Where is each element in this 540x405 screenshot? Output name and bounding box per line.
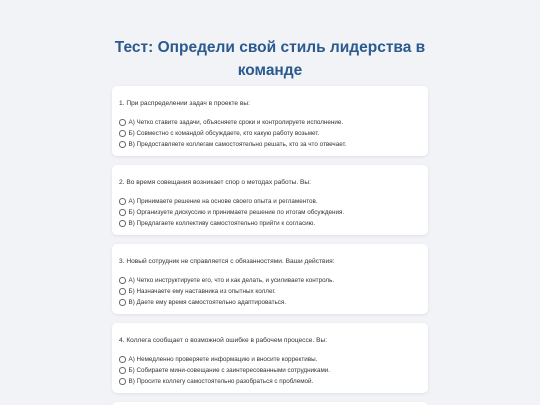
answer-label: Б) Назначаете ему наставника из опытных коллег. [128,288,276,295]
question-text: 3. Новый сотрудник не справляется с обязанностями. Ваши действия: [119,258,335,265]
radio-button[interactable] [119,288,126,295]
question-card-3 [112,244,428,314]
answer-option-4a[interactable] [119,354,428,365]
question-text: 2. Во время совещания возникает спор о методах работы. Вы: [119,179,311,186]
answer-label: А) Четко ставите задачи, объясняете сроки и контролируете исполнение. [128,119,344,126]
answer-option-3c[interactable] [119,297,428,308]
answer-option-1c[interactable] [119,139,428,150]
answer-option-2b[interactable] [119,207,428,218]
answer-option-1a[interactable] [119,117,428,128]
page-title [0,0,540,82]
radio-button[interactable] [119,130,126,137]
radio-button[interactable] [119,198,126,205]
answer-label: А) Принимаете решение на основе своего опыта и регламентов. [128,198,318,205]
question-text: 4. Коллега сообщает о возможной ошибке в рабочем процессе. Вы: [119,337,328,344]
question-text: 1. При распределении задач в проекте вы: [119,100,251,107]
radio-button[interactable] [119,299,126,306]
answer-option-3b[interactable] [119,286,428,297]
page-title-line-1: Тест: Определи свой стиль лидерства в [114,39,426,56]
question-card-1 [112,86,428,156]
radio-button[interactable] [119,119,126,126]
answer-option-4c[interactable] [119,376,428,387]
question-list [112,86,428,405]
answer-label: В) Даете ему время самостоятельно адаптироваться. [128,299,287,306]
answer-label: В) Просите коллегу самостоятельно разобраться с проблемой. [128,378,314,385]
radio-button[interactable] [119,356,126,363]
radio-button[interactable] [119,141,126,148]
radio-button[interactable] [119,209,126,216]
question-card-4 [112,323,428,393]
answer-label: А) Четко инструктируете его, что и как делать, и усиливаете контроль. [128,277,335,284]
answer-label: Б) Организуете дискуссию и принимаете решение по итогам обсуждения. [128,209,345,216]
answer-option-4b[interactable] [119,365,428,376]
question-card-2 [112,165,428,235]
radio-button[interactable] [119,277,126,284]
answer-option-2c[interactable] [119,218,428,229]
radio-button[interactable] [119,378,126,385]
radio-button[interactable] [119,367,126,374]
answer-option-3a[interactable] [119,275,428,286]
radio-button[interactable] [119,220,126,227]
answer-label: Б) Совместно с командой обсуждаете, кто какую работу возьмет. [128,130,320,137]
page-title-line-2: команде [237,62,303,79]
answer-label: А) Немедленно проверяете информацию и вносите коррективы. [128,356,318,363]
answer-label: Б) Собираете мини-совещание с заинтересованными сотрудниками. [128,367,331,374]
answer-label: В) Предоставляете коллегам самостоятельно решать, кто за что отвечает. [128,141,347,148]
answer-label: В) Предлагаете коллективу самостоятельно прийти к согласию. [128,220,316,227]
answer-option-2a[interactable] [119,196,428,207]
answer-option-1b[interactable] [119,128,428,139]
